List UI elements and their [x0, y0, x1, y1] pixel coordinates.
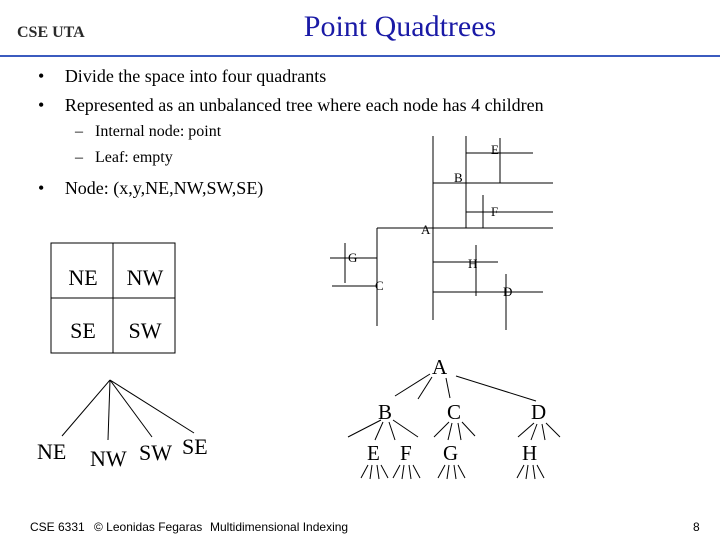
grid-nw: NW	[126, 265, 164, 290]
f-leaf4	[413, 465, 420, 478]
edge-d-leaf3	[546, 423, 560, 437]
generic-ne: NE	[37, 439, 67, 464]
e-leaf2	[370, 465, 372, 479]
space-label-a: A	[421, 222, 431, 237]
bullet-dot: •	[38, 95, 45, 115]
footer-page-number: 8	[693, 520, 700, 534]
f-leaf1	[393, 465, 400, 478]
h-leaf2	[526, 465, 528, 479]
tree-node-f: F	[400, 441, 412, 465]
space-label-f: F	[491, 204, 499, 219]
tree-node-d: D	[531, 400, 547, 424]
e-leaf3	[377, 465, 379, 479]
tree-node-e: E	[367, 441, 380, 465]
space-label-e: E	[491, 142, 499, 157]
slide-title: Point Quadtrees	[303, 10, 497, 43]
tree-node-h: H	[522, 441, 538, 465]
g-leaf2	[447, 465, 449, 479]
bullet-1-text: Divide the space into four quadrants	[64, 66, 327, 86]
tree-node-g: G	[443, 441, 459, 465]
edge-c-leaf2	[458, 423, 461, 440]
bullet-dot: •	[38, 66, 45, 86]
generic-nw: NW	[90, 446, 127, 471]
sub-bullet-2-text: Leaf: empty	[95, 149, 173, 166]
grid-ne: NE	[68, 265, 98, 290]
edge-a-b	[395, 374, 430, 396]
generic-sw: SW	[139, 440, 172, 465]
tree-node-b: B	[378, 400, 393, 424]
footer-course: CSE 6331	[30, 520, 85, 534]
tree-node-c: C	[447, 400, 462, 424]
generic-se: SE	[182, 434, 208, 459]
space-label-g: G	[348, 250, 358, 265]
grid-sw: SW	[128, 318, 162, 343]
tree-node-a: A	[432, 355, 448, 379]
edge-d-h	[531, 424, 537, 440]
edge-c-leaf3	[462, 422, 475, 436]
edge-c-g	[448, 423, 452, 440]
h-leaf1	[517, 465, 524, 478]
logo-text: CSE UTA	[17, 24, 85, 41]
bullet-2-text: Represented as an unbalanced tree where each node has 4 children	[64, 95, 544, 115]
grid-se: SE	[70, 318, 96, 343]
sub-bullet-1-text: Internal node: point	[95, 123, 222, 140]
edge-a-c	[446, 378, 450, 398]
space-label-c: C	[375, 278, 384, 293]
edge-c-leaf1	[434, 422, 449, 437]
edge-b-f	[389, 422, 395, 440]
g-leaf3	[454, 465, 456, 479]
space-label-h: H	[468, 256, 478, 271]
footer-author: © Leonidas Fegaras	[94, 520, 203, 534]
space-label-d: D	[503, 284, 513, 299]
bullet-3-text: Node: (x,y,NE,NW,SW,SE)	[64, 178, 264, 198]
edge-b-leaf2	[393, 420, 418, 437]
edge-d-leaf1	[518, 423, 534, 437]
edge-a-d	[456, 376, 536, 401]
edge-b-e	[375, 422, 383, 440]
edge-d-leaf2	[542, 424, 545, 440]
bullet-dot: •	[38, 178, 45, 198]
footer-topic: Multidimensional Indexing	[210, 520, 349, 534]
f-leaf3	[409, 465, 411, 479]
dash: –	[75, 123, 83, 140]
h-leaf3	[533, 465, 535, 479]
e-leaf4	[381, 465, 388, 478]
g-leaf4	[458, 465, 465, 478]
space-label-b: B	[454, 170, 463, 185]
g-leaf1	[438, 465, 445, 478]
f-leaf2	[402, 465, 404, 479]
edge-b-leaf1	[348, 420, 381, 437]
h-leaf4	[537, 465, 544, 478]
e-leaf1	[361, 465, 368, 478]
dash: –	[75, 149, 83, 166]
